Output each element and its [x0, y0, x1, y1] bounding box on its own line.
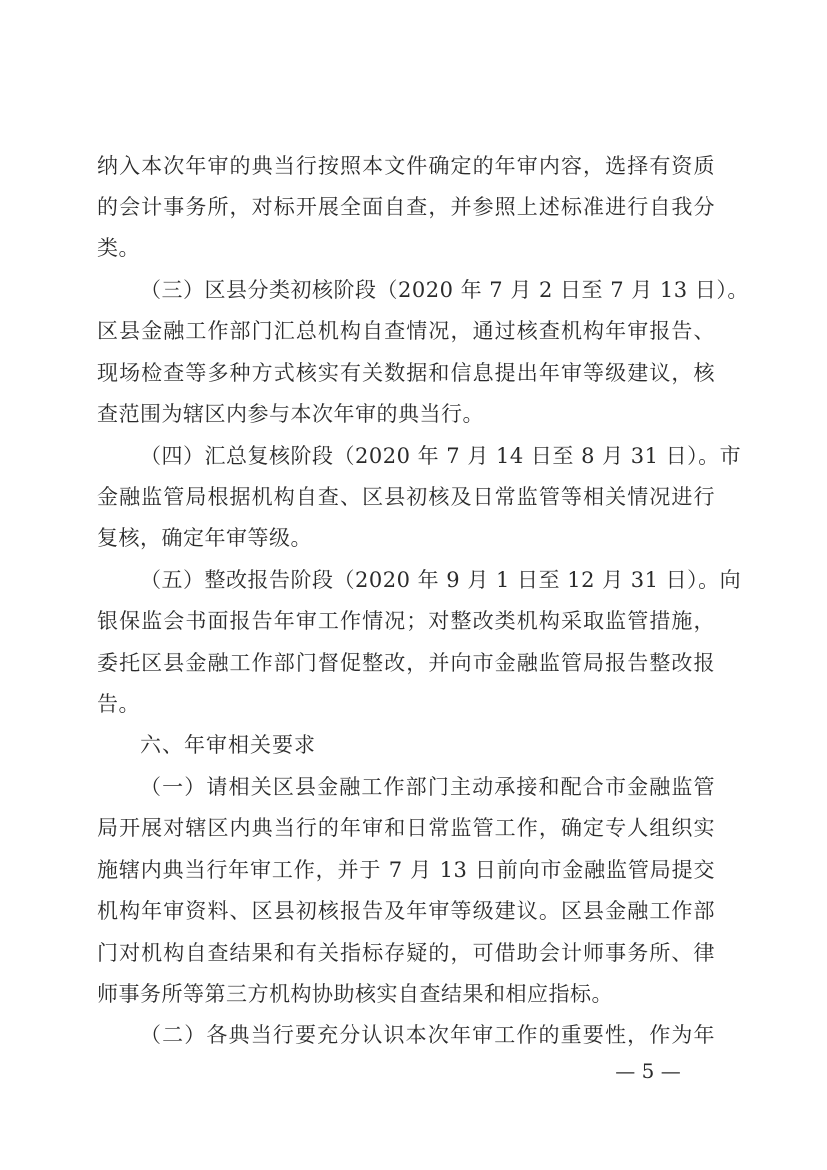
- paragraph-line: （三）区县分类初核阶段（2020 年 7 月 2 日至 7 月 13 日）。: [140, 278, 749, 302]
- paragraph-line: 查范围为辖区内参与本次年审的典当行。: [97, 402, 484, 426]
- paragraph-line: 复核，确定年审等级。: [97, 526, 312, 550]
- page-number: — 5 —: [615, 1059, 681, 1083]
- paragraph-line: （一）请相关区县金融工作部门主动承接和配合市金融监管: [140, 775, 715, 799]
- paragraph-line: 师事务所等第三方机构协助核实自查结果和相应指标。: [97, 982, 613, 1006]
- paragraph-line: （二）各典当行要充分认识本次年审工作的重要性，作为年: [140, 1023, 715, 1047]
- section-heading: 六、年审相关要求: [140, 733, 316, 757]
- paragraph-line: 纳入本次年审的典当行按照本文件确定的年审内容，选择有资质: [97, 154, 715, 178]
- paragraph-line: 现场检查等多种方式核实有关数据和信息提出年审等级建议，核: [97, 361, 715, 385]
- paragraph-line: 委托区县金融工作部门督促整改，并向市金融监管局报告整改报: [97, 651, 715, 675]
- paragraph-line: 区县金融工作部门汇总机构自查情况，通过核查机构年审报告、: [97, 319, 715, 343]
- paragraph-line: 施辖内典当行年审工作，并于 7 月 13 日前向市金融监管局提交: [97, 858, 715, 882]
- paragraph-line: 类。: [97, 236, 140, 260]
- paragraph-line: （四）汇总复核阶段（2020 年 7 月 14 日至 8 月 31 日）。市: [140, 444, 742, 468]
- paragraph-line: （五）整改报告阶段（2020 年 9 月 1 日至 12 月 31 日）。向: [140, 568, 742, 592]
- paragraph-line: 金融监管局根据机构自查、区县初核及日常监管等相关情况进行: [97, 485, 715, 509]
- paragraph-line: 告。: [97, 692, 140, 716]
- paragraph-line: 的会计事务所，对标开展全面自查，并参照上述标准进行自我分: [97, 195, 715, 219]
- paragraph-line: 门对机构自查结果和有关指标存疑的，可借助会计师事务所、律: [97, 941, 715, 965]
- paragraph-line: 局开展对辖区内典当行的年审和日常监管工作，确定专人组织实: [97, 816, 715, 840]
- paragraph-line: 机构年审资料、区县初核报告及年审等级建议。区县金融工作部: [97, 899, 715, 923]
- paragraph-line: 银保监会书面报告年审工作情况；对整改类机构采取监管措施，: [97, 609, 715, 633]
